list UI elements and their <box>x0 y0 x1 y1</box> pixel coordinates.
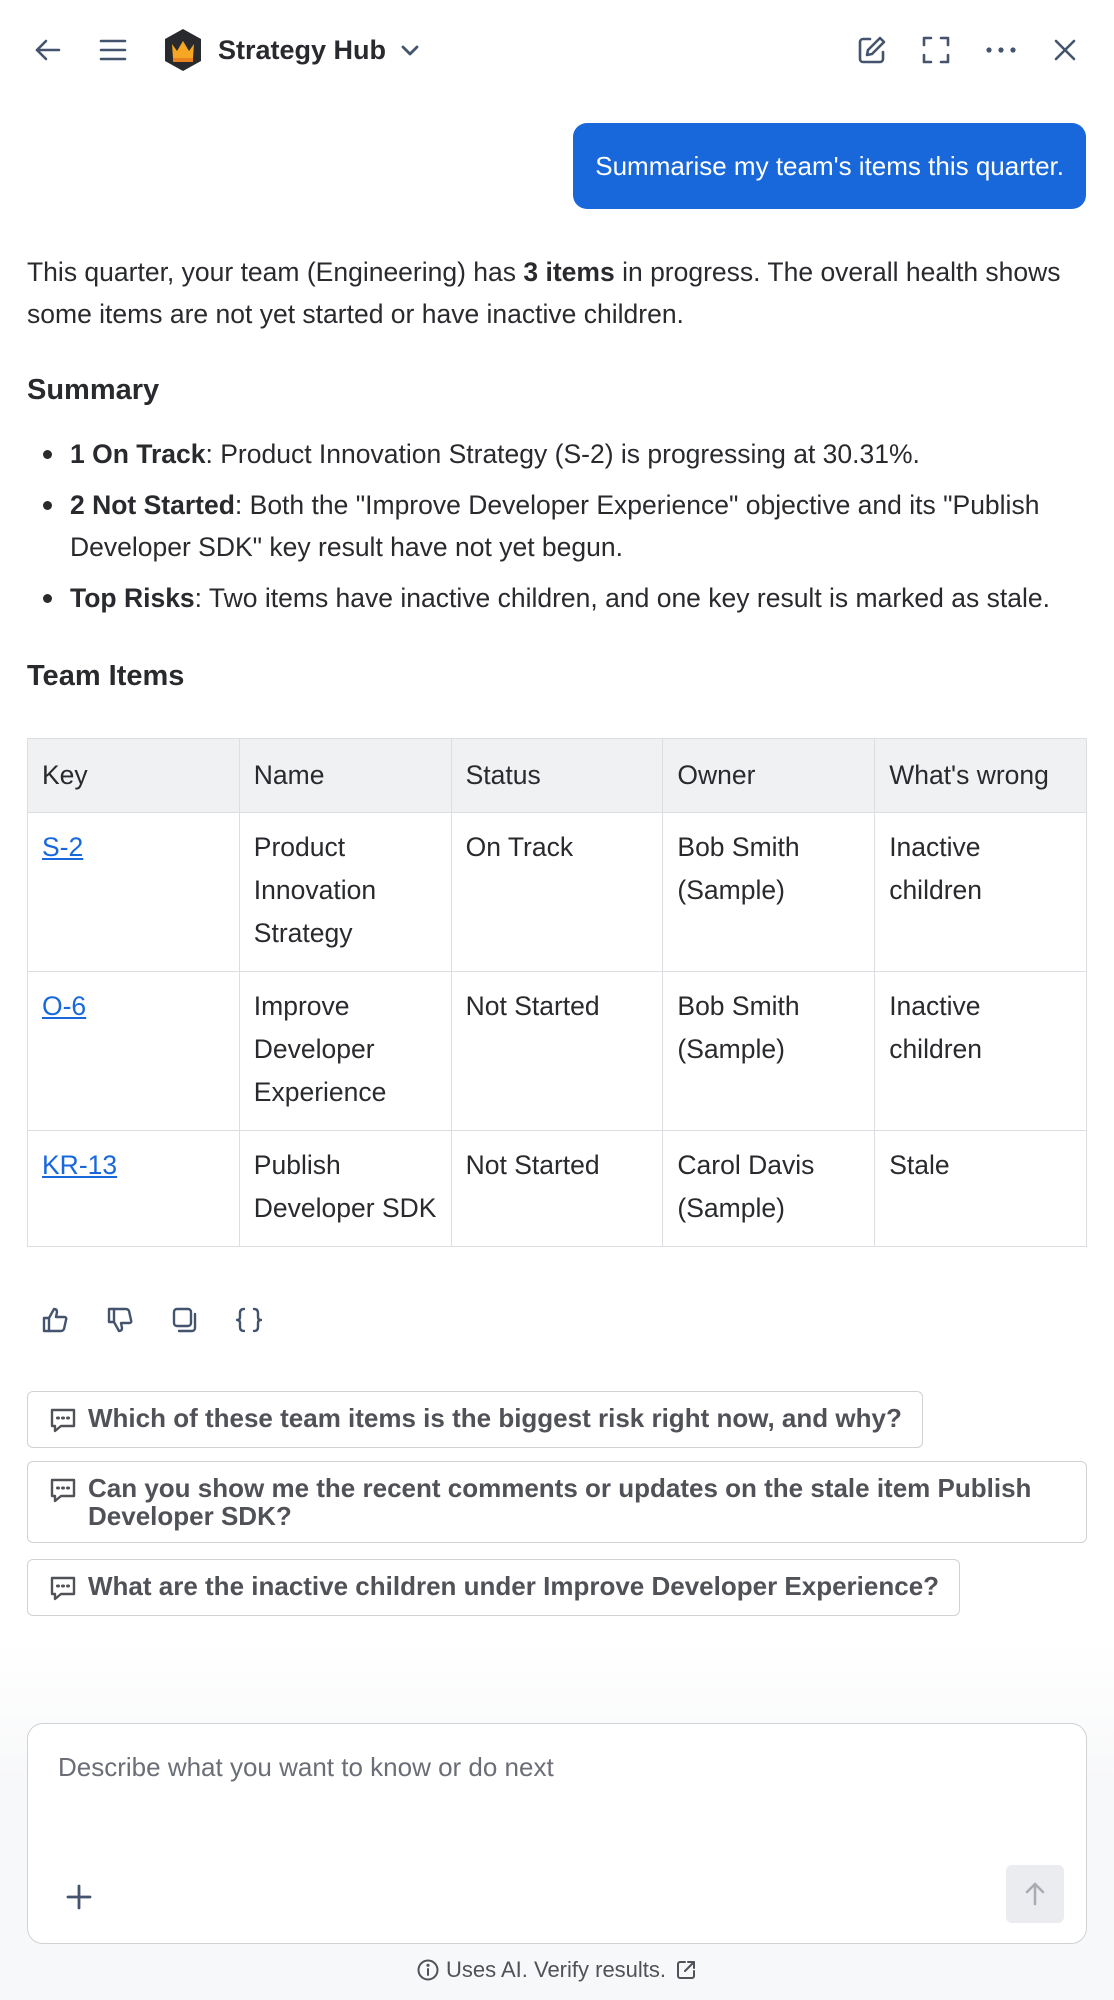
item-key-link[interactable]: O-6 <box>42 991 87 1021</box>
summary-item <box>27 577 1087 619</box>
thumbs-up-icon <box>40 1305 70 1335</box>
issue-cell: Inactive children <box>875 972 1087 1131</box>
summary-list <box>27 433 1087 628</box>
response-intro <box>27 251 1087 335</box>
summary-item <box>27 433 1087 475</box>
table-row <box>28 1131 1087 1247</box>
summary-item <box>27 484 1087 568</box>
close-icon <box>1050 35 1080 65</box>
thumbs-down-icon <box>105 1305 135 1335</box>
team-items-table <box>27 738 1087 1247</box>
summary-item-text: : Product Innovation Strategy (S-2) is progressing at 30.31%. <box>205 439 920 469</box>
name-cell: Improve Developer Experience <box>239 972 451 1131</box>
item-key-link[interactable]: KR-13 <box>42 1150 118 1180</box>
table-row <box>28 813 1087 972</box>
summary-item-text: : Both the "Improve Developer Experience" objective and its "Publish Developer SDK" key result have not yet begun. <box>70 490 1040 562</box>
chevron-down-icon <box>398 38 422 62</box>
column-header: Name <box>239 739 451 813</box>
chat-bubble-icon <box>48 1475 78 1505</box>
key-cell <box>28 972 240 1131</box>
suggestion-text: What are the inactive children under Improve Developer Experience? <box>88 1571 940 1601</box>
disclaimer-text: Uses AI. Verify results. <box>445 1957 667 1982</box>
ai-disclaimer <box>0 1957 1114 1983</box>
suggestion-text: Can you show me the recent comments or updates on the stale item Publish Developer SDK? <box>88 1473 1032 1531</box>
arrow-up-icon <box>1021 1880 1049 1908</box>
status-cell: Not Started <box>451 972 663 1131</box>
user-message: Summarise my team's items this quarter. <box>573 123 1086 209</box>
copy-icon <box>170 1305 200 1335</box>
chat-bubble-icon <box>48 1405 78 1435</box>
key-cell <box>28 1131 240 1247</box>
send-button[interactable] <box>1006 1865 1064 1923</box>
intro-text: This quarter, your team (Engineering) has <box>27 257 524 287</box>
more-icon <box>984 34 1018 66</box>
owner-cell: Bob Smith (Sample) <box>663 813 875 972</box>
table-row <box>28 972 1087 1131</box>
owner-cell: Bob Smith (Sample) <box>663 972 875 1131</box>
external-link-icon[interactable] <box>674 1958 698 1982</box>
thumbs-down-button[interactable] <box>95 1298 145 1342</box>
app-switcher[interactable] <box>160 24 422 76</box>
key-cell <box>28 813 240 972</box>
intro-bold: 3 items <box>523 257 615 287</box>
column-header: Owner <box>663 739 875 813</box>
suggestion-text: Which of these team items is the biggest risk right now, and why? <box>88 1403 902 1433</box>
intro-text-end: in progress. The overall health shows some items are not yet started or have inactive children. <box>27 257 1061 329</box>
status-cell: Not Started <box>451 1131 663 1247</box>
thumbs-up-button[interactable] <box>30 1298 80 1342</box>
suggestion-chip[interactable] <box>27 1461 1087 1543</box>
close-button[interactable] <box>1040 25 1090 75</box>
item-key-link[interactable]: S-2 <box>42 832 84 862</box>
back-arrow-icon <box>32 34 64 66</box>
column-header: Key <box>28 739 240 813</box>
message-input[interactable] <box>58 1752 1038 1812</box>
suggestion-chip[interactable] <box>27 1391 923 1448</box>
add-attachment-button[interactable] <box>56 1874 102 1920</box>
composer <box>27 1723 1087 1944</box>
table-heading: Team Items <box>27 660 185 692</box>
summary-heading: Summary <box>27 374 160 406</box>
table-header-row <box>28 739 1087 813</box>
edit-button[interactable] <box>847 25 897 75</box>
fullscreen-icon <box>920 34 952 66</box>
copy-button[interactable] <box>160 1298 210 1342</box>
name-cell: Product Innovation Strategy <box>239 813 451 972</box>
back-button[interactable] <box>23 25 73 75</box>
edit-icon <box>856 34 888 66</box>
menu-icon <box>97 34 129 66</box>
name-cell: Publish Developer SDK <box>239 1131 451 1247</box>
status-cell: On Track <box>451 813 663 972</box>
info-icon <box>416 1958 440 1982</box>
summary-item-label: 1 On Track <box>70 439 206 469</box>
header <box>0 0 1114 100</box>
column-header: Status <box>451 739 663 813</box>
summary-item-text: : Two items have inactive children, and one key result is marked as stale. <box>194 583 1050 613</box>
app-name: Strategy Hub <box>218 34 387 65</box>
summary-item-label: 2 Not Started <box>70 490 235 520</box>
fullscreen-button[interactable] <box>911 25 961 75</box>
issue-cell: Stale <box>875 1131 1087 1247</box>
view-json-button[interactable] <box>224 1298 274 1342</box>
suggestion-chip[interactable] <box>27 1559 960 1616</box>
column-header: What's wrong <box>875 739 1087 813</box>
chat-bubble-icon <box>48 1573 78 1603</box>
summary-item-label: Top Risks <box>70 583 195 613</box>
issue-cell: Inactive children <box>875 813 1087 972</box>
more-button[interactable] <box>976 25 1026 75</box>
code-braces-icon <box>234 1305 264 1335</box>
owner-cell: Carol Davis (Sample) <box>663 1131 875 1247</box>
app-logo <box>160 27 206 73</box>
menu-button[interactable] <box>88 25 138 75</box>
plus-icon <box>65 1883 93 1911</box>
